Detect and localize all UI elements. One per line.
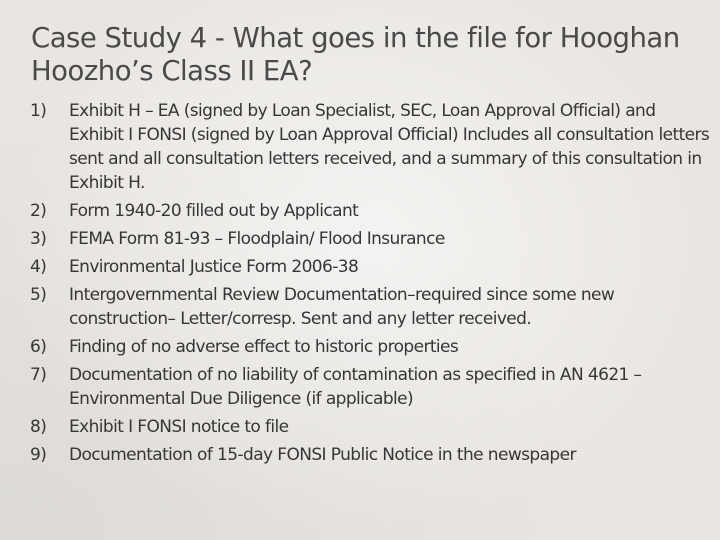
- list-item: [30, 199, 710, 223]
- list-item: [30, 99, 710, 195]
- item-number: 6): [30, 337, 47, 357]
- item-number: 4): [30, 257, 47, 277]
- item-text: Exhibit I FONSI notice to file: [69, 417, 289, 437]
- item-number: 2): [30, 201, 47, 221]
- item-text: FEMA Form 81-93 – Floodplain/ Flood Insurance: [69, 229, 445, 249]
- item-text: Intergovernmental Review Documentation–required since some new construction– Letter/corresp. Sent and any letter received.: [69, 285, 615, 329]
- item-number: 8): [30, 417, 47, 437]
- list-item: [30, 363, 710, 411]
- item-list: [30, 99, 710, 471]
- list-item: [30, 335, 710, 359]
- slide-title: Case Study 4 - What goes in the file for Hooghan Hoozho’s Class II EA?: [31, 22, 680, 87]
- item-number: 9): [30, 445, 47, 465]
- item-number: 5): [30, 285, 47, 305]
- list-item: [30, 443, 710, 467]
- list-item: [30, 415, 710, 439]
- item-text: Finding of no adverse effect to historic properties: [69, 337, 459, 357]
- item-text: Environmental Justice Form 2006-38: [69, 257, 359, 277]
- list-item: [30, 227, 710, 251]
- item-text: Form 1940-20 filled out by Applicant: [69, 201, 359, 221]
- item-text: Documentation of no liability of contamination as specified in AN 4621 – Environmental Due Diligence (if applicable): [69, 365, 642, 409]
- item-number: 1): [30, 101, 47, 121]
- list-item: [30, 283, 710, 331]
- item-number: 7): [30, 365, 47, 385]
- item-number: 3): [30, 229, 47, 249]
- list-item: [30, 255, 710, 279]
- item-text: Exhibit H – EA (signed by Loan Specialist, SEC, Loan Approval Official) and Exhibit I FONSI (signed by Loan Approval Official) Includes all consultation letters sent and all consultation letters received, and a summary of this consultation in Exhibit H.: [69, 101, 710, 193]
- item-text: Documentation of 15-day FONSI Public Notice in the newspaper: [69, 445, 576, 465]
